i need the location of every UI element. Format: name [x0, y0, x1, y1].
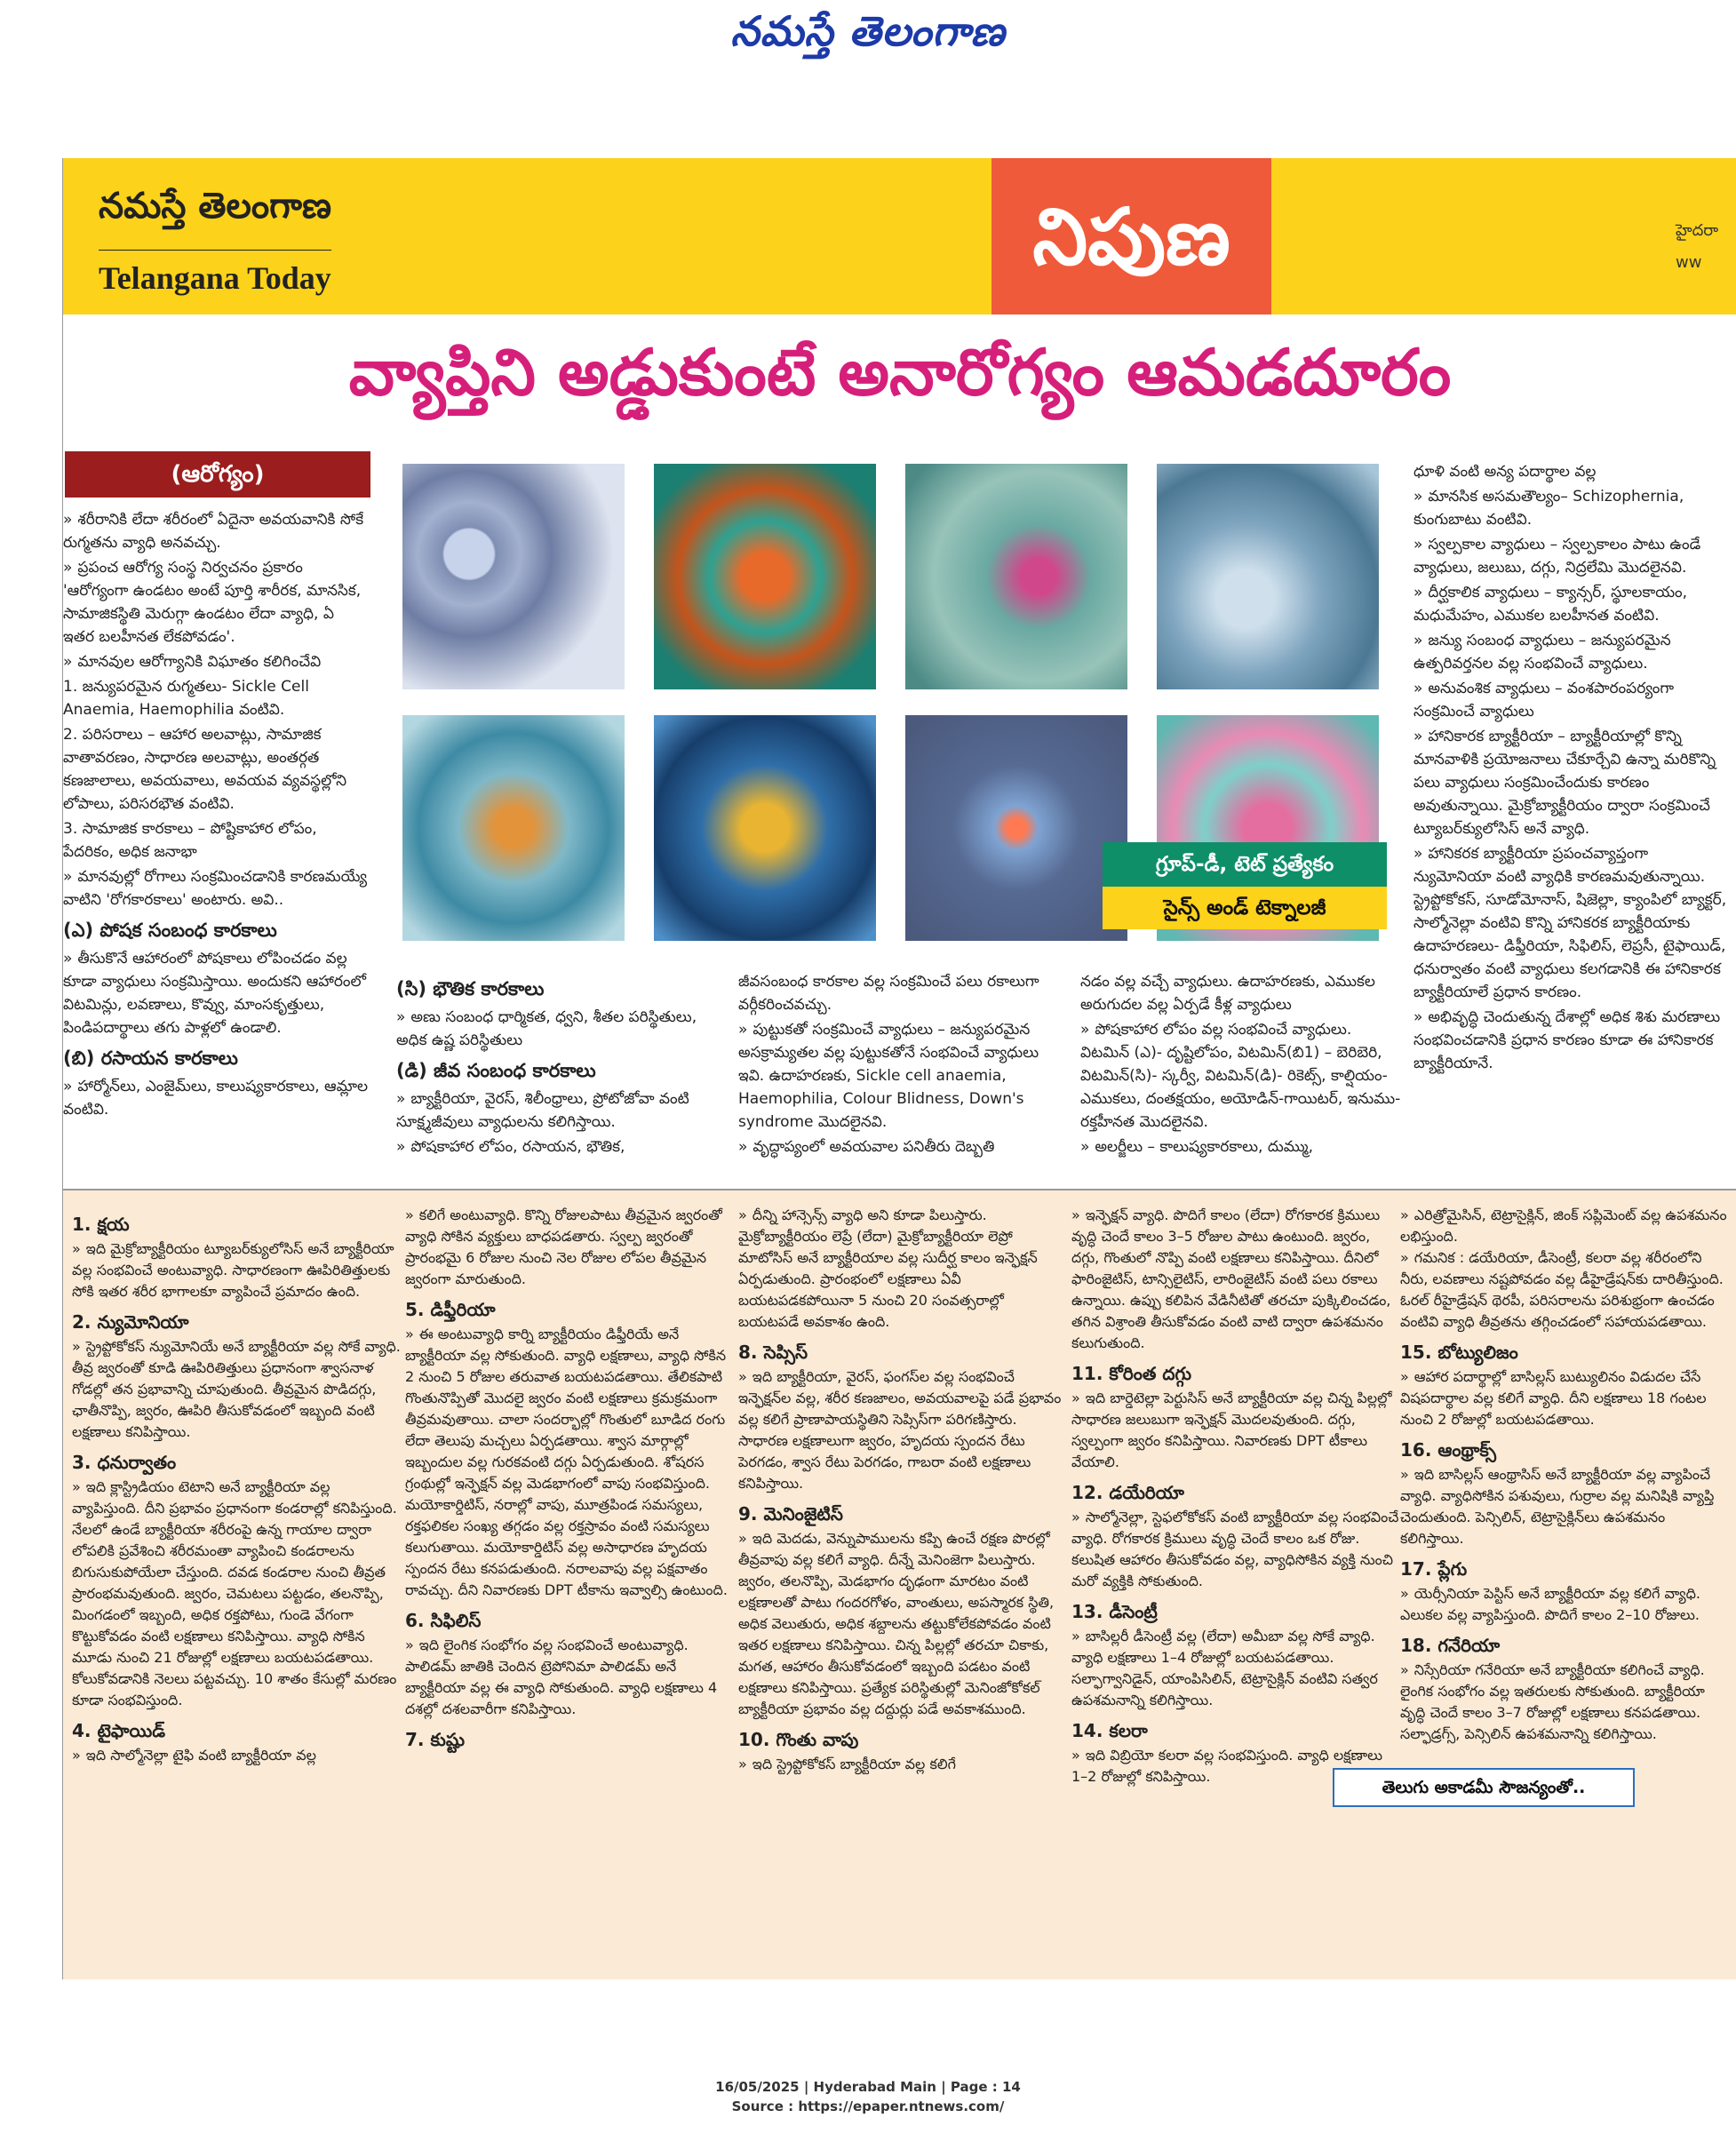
paragraph: » వృద్ధాప్యంలో అవయవాల పనితీరు దెబ్బతి — [738, 1135, 1063, 1159]
disease-heading: 16. ఆంథ్రాక్స్ — [1400, 1439, 1496, 1461]
disease-heading: 14. కలరా — [1071, 1720, 1148, 1741]
disease-text: » ఇది బార్డెటెల్లా పెర్టుసిస్ అనే బ్యాక్టీరియా వల్ల చిన్న పిల్లల్లో సాధారణ జలుబుగా ఇన్ఫెక్షన్ మొదలవుతుంది. దగ్గు, స్వల్పంగా జ్వరం కనిపిస్తాయి. నివారణకు DPT టీకాలు వేయాలి. — [1071, 1388, 1400, 1473]
section-banner — [63, 158, 1736, 315]
disease-heading: 3. ధనుర్వాతం — [72, 1452, 177, 1473]
list-item: 3. సామాజిక కారకాలు – పోష్టికాహార లోపం, పేదరికం, అధిక జనాభా — [63, 820, 317, 861]
diseases-column-4 — [1071, 1205, 1400, 1788]
footer-source: Source : https://epaper.ntnews.com/ — [731, 2098, 1005, 2114]
brand-english: Telangana Today — [99, 250, 331, 297]
paragraph: » పోషకాహార లోపం, రసాయన, భౌతిక, — [396, 1135, 721, 1159]
credit-telugu-academy: తెలుగు అకాడమీ సౌజన్యంతో.. — [1333, 1768, 1635, 1807]
paragraph: » పుట్టుకతో సంక్రమించే వ్యాధులు – జన్యుపరమైన అసక్రామ్యతల వల్ల పుట్టుకతోనే సంభవించే వ్యాధులు ఇవి. ఉదాహరణకు, Sickle cell anaemia, Haemophilia, Colour Blidness, Down's syndrome మొదలైనవి. — [738, 1018, 1063, 1134]
paragraph: జీవసంబంధ కారకాల వల్ల సంక్రమించే పలు రకాలుగా వర్గీకరించవచ్చు. — [738, 973, 1039, 1014]
image-caption — [1103, 842, 1387, 929]
brand-block — [99, 185, 331, 297]
page-footer — [0, 2077, 1736, 2116]
list-item: 2. పరిసరాలు – ఆహార అలవాట్లు, సామాజిక వాతావరణం, సాధారణ అలవాట్లు, అంతర్గత కణజాలాలు, అవయవాలు, అవయవ వ్యవస్థల్లోని లోపాలు, పరిసరభౌత వంటివి. — [63, 726, 347, 813]
subheading: (ఎ) పోషక సంబంధ కారకాలు — [63, 920, 277, 941]
list-item: 1. జన్యుపరమైన రుగ్మతలు- Sickle Cell Anaemia, Haemophilia వంటివి. — [63, 678, 309, 719]
column-3 — [738, 970, 1063, 1160]
photo-cells-1 — [1155, 462, 1381, 691]
disease-text: » సాల్మోనెల్లా, స్టెఫలోకోకస్ వంటి బ్యాక్టీరియా వల్ల సంభవించే వ్యాధి. రోగకారక క్రిములు వృద్ధి చెందే కాలం ఒక రోజు. కలుషిత ఆహారం తీసుకోవడం వల్ల, వ్యాధిసోకిన వ్యక్తి నుంచి మరో వ్యక్తికి సోకుతుంది. — [1071, 1507, 1400, 1592]
disease-text: » బాసిల్లరీ డీసెంట్రీ వల్ల (లేదా) అమీబా వల్ల సోకే వ్యాధి. వ్యాధి లక్షణాలు 1–4 రోజుల్లో బయటపడతాయి. సల్ఫాగ్వానిడైన్, యాంపిసిలిన్, టెట్రాసైక్లిన్ వంటివి సత్వర ఉపశమనాన్ని కలిగిస్తాయి. — [1071, 1626, 1400, 1711]
disease-text: » యెర్సీనియా పెస్టిస్ అనే బ్యాక్టీరియా వల్ల కలిగే వ్యాధి. ఎలుకల వల్ల వ్యాపిస్తుంది. పొదిగే కాలం 2–10 రోజులు. — [1400, 1583, 1729, 1626]
disease-text: » ఇది మైక్రోబ్యాక్టీరియం ట్యూబర్‌క్యులోసిస్ అనే బ్యాక్టీరియా వల్ల సంభవించే అంటువ్యాధి. సాధారణంగా ఊపిరితిత్తులకు సోకి ఇతర శరీర భాగాలకూ వ్యాపించే ప్రమాదం ఉంది. — [72, 1238, 401, 1302]
disease-heading: 8. సెప్సిస్ — [738, 1342, 808, 1363]
photo-virus-3 — [401, 713, 626, 943]
disease-text: » ఇది మెదడు, వెన్నుపాములను కప్పి ఉంచే రక్షణ పొరల్లో తీవ్రవాపు వల్ల కలిగే వ్యాధి. దీన్నే మెనింజెగా పిలుస్తారు. జ్వరం, తలనొప్పి, మెడభాగం దృఢంగా మారటం వంటి లక్షణాలతో పాటు గందరగోళం, వాంతులు, అపస్మారక స్థితి, అధిక వెలుతురు, అధిక శబ్దాలను తట్టుకోలేకపోవడం వంటి ఇతర లక్షణాలు కనిపిస్తాయి. చిన్న పిల్లల్లో తరచూ చికాకు, మగత, ఆహారం తీసుకోవడంలో ఇబ్బంది పడటం వంటి లక్షణాలు కనిపిస్తాయి. ప్రత్యేక పరిస్థితుల్లో మెనింజోకోకల్ బ్యాక్టీరియా ప్రభావం వల్ల దద్దుర్లు పడే అవకాశముంది. — [738, 1528, 1067, 1720]
disease-heading: 18. గనేరియా — [1400, 1635, 1501, 1656]
disease-text: » ఆహార పదార్థాల్లో బాసిల్లస్ బుట్యులినం విడుదల చేసే విషపదార్థాల వల్ల కలిగే వ్యాధి. దీని లక్షణాలు 18 గంటల నుంచి 2 రోజుల్లో బయటపడతాయి. — [1400, 1366, 1729, 1430]
disease-text: » నిస్సేరియా గనేరియా అనే బ్యాక్టీరియా కలిగించే వ్యాధి. లైంగిక సంభోగం వల్ల ఇతరులకు సోకుతుంది. బ్యాక్టీరియా వృద్ధి చెందే కాలం 3–7 రోజుల్లో లక్షణాలు కనపడతాయి. సల్ఫాడ్రగ్స్, పెన్సిలిన్ ఉపశమనాన్ని కలిగిస్తాయి. — [1400, 1660, 1729, 1745]
disease-text: » ఇది బ్యాక్టీరియా, వైరస్, ఫంగస్‌ల వల్ల సంభవించే ఇన్ఫెక్షన్‌ల వల్ల, శరీర కణజాలం, అవయవాలపై పడే ప్రభావం వల్ల కలిగే ప్రాణాపాయస్థితిని సెప్సిస్‌గా పరిగణిస్తారు. సాధారణ లక్షణాలుగా జ్వరం, హృదయ స్పందన రేటు పెరగడం, శ్వాస రేటు పెరగడం, గాబరా వంటి లక్షణాలు కనిపిస్తాయి. — [738, 1366, 1067, 1494]
disease-text: » ఈ అంటువ్యాధి కార్ని బ్యాక్టీరియం డిఫ్తీరియే అనే బ్యాక్టీరియా వల్ల సోకుతుంది. వ్యాధి లక్షణాలు, వ్యాధి సోకిన 2 నుంచి 5 రోజుల తరువాత బయటపడతాయి. తేలికపాటి గొంతునొప్పితో మొదలై జ్వరం వంటి లక్షణాలు క్రమక్రమంగా తీవ్రమవుతాయి. చాలా సందర్భాల్లో గొంతులో బూడిద రంగు లేదా తెలుపు మచ్చలు ఏర్పడతాయి. శ్వాస మార్గాల్లో ఇబ్బందుల వల్ల గురకవంటి దగ్గు ఏర్పడుతుంది. శోషరస గ్రంథుల్లో ఇన్ఫెక్షన్ వల్ల మెడభాగంలో వాపు సంభవిస్తుంది. మయోకార్డిటిస్, నరాల్లో వాపు, మూత్రపిండ సమస్యలు, రక్తఫలికల సంఖ్య తగ్గడం వల్ల రక్తస్రావం వంటి సమస్యలు కలుగుతాయి. మయోకార్డిటిస్ వల్ల అసాధారణ హృదయ స్పందన రేటు కనపడుతుంది. నరాలవాపు వల్ల పక్షవాతం రావచ్చు. దీని నివారణకు DPT టీకాను ఇవ్వాల్సి ఉంటుంది. — [405, 1324, 734, 1601]
diseases-column-5 — [1400, 1205, 1729, 1745]
paragraph: » మానసిక అసమతౌల్యం– Schizophernia, కుంగుబాటు వంటివి. — [1413, 485, 1729, 531]
disease-text: » ఇది బాసిల్లస్ ఆంథ్రాసిస్ అనే బ్యాక్టీరియా వల్ల వ్యాపించే వ్యాధి. వ్యాధిసోకిన పశువులు, గుర్రాల వల్ల మనిషికి వ్యాప్తి చెందుతుంది. పెన్సిలిన్, టెట్రాసైక్లిన్‌లు ఉపశమనం కలిగిస్తాయి. — [1400, 1464, 1729, 1549]
list-item: » అనువంశిక వ్యాధులు – వంశపారంపర్యంగా సంక్రమించే వ్యాధులు — [1413, 677, 1729, 723]
masthead-title: నమస్తే తెలంగాణ — [730, 7, 1006, 55]
disease-heading: 4. టైఫాయిడ్ — [72, 1720, 166, 1741]
list-item: » శరీరానికి లేదా శరీరంలో ఏదైనా అవయవానికి సోకే రుగ్మతను వ్యాధి అనవచ్చు. — [63, 508, 369, 554]
paragraph: నడం వల్ల వచ్చే వ్యాధులు. ఉదాహరణకు, ఎముకల అరుగుదల వల్ల ఏర్పడే కీళ్ల వ్యాధులు — [1080, 973, 1375, 1014]
diseases-column-2 — [405, 1205, 734, 1754]
diseases-column-3 — [738, 1205, 1067, 1775]
disease-heading: 13. డీసెంట్రీ — [1071, 1601, 1158, 1622]
subheading: (బి) రసాయన కారకాలు — [63, 1047, 238, 1069]
disease-text: » ఎరిత్రోమైసిన్, టెట్రాసైక్లిన్, జింక్ సప్లిమెంట్ వల్ల ఉపశమనం లభిస్తుంది. — [1400, 1205, 1729, 1247]
banner-edge-text: హైదరా ww — [1676, 221, 1719, 272]
paragraph: » బ్యాక్టీరియా, వైరస్, శిలీంధ్రాలు, ప్రోటోజోవా వంటి సూక్ష్మజీవులు వ్యాధులను కలిగిస్తాయి. — [396, 1087, 721, 1134]
section-title-nipuna: నిపుణ — [991, 158, 1271, 315]
caption-science-tech: సైన్స్ అండ్ టెక్నాలజీ — [1103, 887, 1387, 929]
column-1 — [63, 508, 369, 1123]
disease-heading: 17. ప్లేగు — [1400, 1558, 1468, 1580]
photo-bacteria-2 — [652, 713, 878, 943]
paragraph: » హార్మోన్‌లు, ఎంజైమ్‌లు, కాలుష్యకారకాలు, ఆమ్లాల వంటివి. — [63, 1075, 369, 1121]
disease-text: » ఇది లైంగిక సంభోగం వల్ల సంభవించే అంటువ్యాధి. పాలిడమ్ జాతికి చెందిన ట్రెపోనిమా పాలిడమ్ అనే బ్యాక్టీరియా వల్ల ఈ వ్యాధి సోకుతుంది. వ్యాధి లక్షణాలు 4 దశల్లో దశలవారీగా కనిపిస్తాయి. — [405, 1635, 734, 1720]
paragraph: » అలర్జీలు – కాలుష్యకారకాలు, దుమ్ము, — [1080, 1135, 1405, 1159]
list-item: » మానవుల ఆరోగ్యానికి విఘాతం కలిగించేవి — [63, 650, 369, 673]
disease-heading: 15. బోట్యులిజం — [1400, 1342, 1518, 1363]
disease-heading: 7. కుష్టు — [405, 1729, 466, 1750]
column-5 — [1413, 460, 1729, 1077]
disease-text: » ఇన్ఫెక్షన్ వ్యాధి. పొదిగే కాలం (లేదా) రోగకారక క్రిములు వృద్ధి చెందే కాలం 3–5 రోజుల పాటు ఉంటుంది. జ్వరం, దగ్గు, గొంతులో నొప్పి వంటి లక్షణాలు కనిపిస్తాయి. దీనిలో ఫారింజైటిస్, టాన్సిలైటిస్, లారింజైటిస్ వంటి పలు రకాలు ఉన్నాయి. ఉప్పు కలిపిన వేడినీటితో తరచూ పుక్కిలించడం, తగిన విశ్రాంతి తీసుకోవడం వంటి వాటి ద్వారా ఉపశమనం కలుగుతుంది. — [1071, 1205, 1400, 1354]
disease-heading: 5. డిఫ్తీరియా — [405, 1299, 496, 1320]
list-item: » ప్రపంచ ఆరోగ్య సంస్థ నిర్వచనం ప్రకారం 'ఆరోగ్యంగా ఉండటం అంటే పూర్తి శారీరక, మానసిక, సామాజికస్థితి మెరుగ్గా ఉండటం లేదా వ్యాధి, ఏ ఇతర బలహీనత లేకపోవడం'. — [63, 556, 369, 649]
disease-heading: 1. క్షయ — [72, 1214, 130, 1235]
photo-bacteria-1 — [652, 462, 878, 691]
headline: వ్యాప్తిని అడ్డుకుంటే అనారోగ్యం ఆమడదూరం — [348, 335, 1452, 410]
paragraph: » పోషకాహార లోపం వల్ల సంభవించే వ్యాధులు. విటమిన్ (ఎ)- దృష్టిలోపం, విటమిన్(బి1) – బెరిబెరి, విటమిన్(సి)- స్కర్వీ, విటమిన్(డి)- రికెట్స్, కాల్షియం- ఎముకలు, దంతక్షయం, అయోడిన్-గాయిటర్, ఇనుము-రక్తహీనత మొదలైనవి. — [1080, 1018, 1405, 1134]
list-item: » జన్యు సంబంధ వ్యాధులు – జన్యుపరమైన ఉత్పరివర్తనల వల్ల సంభవించే వ్యాధులు. — [1413, 629, 1729, 675]
caption-group-d-tet: గ్రూప్-డీ, టెట్ ప్రత్యేకం — [1103, 842, 1387, 887]
disease-heading: 10. గొంతు వాపు — [738, 1729, 859, 1750]
disease-text: » ఇది క్లాస్ట్రిడియం టెటాని అనే బ్యాక్టీరియా వల్ల వ్యాపిస్తుంది. దీని ప్రభావం ప్రధానంగా కండరాల్లో కనిపిస్తుంది. నేలలో ఉండే బ్యాక్టీరియా శరీరంపై ఉన్న గాయాల ద్వారా లోపలికి ప్రవేశించి శరీరమంతా వ్యాపించి కండరాలను బిగుసుకుపోయేలా చేస్తుంది. దవడ కండరాల నుంచి తీవ్రత ప్రారంభమవుతుంది. జ్వరం, చెమటలు పట్టడం, తలనొప్పి, మింగడంలో ఇబ్బంది, అధిక రక్తపోటు, గుండె వేగంగా కొట్టుకోవడం వంటి లక్షణాలు కనిపిస్తాయి. వ్యాధి సోకిన మూడు నుంచి 21 రోజుల్లో లక్షణాలు బయటపడతాయి. కోలుకోవడానికి నెలలు పట్టవచ్చు. 10 శాతం కేసుల్లో మరణం కూడా సంభవిస్తుంది. — [72, 1477, 401, 1711]
list-item: » హానికారక బ్యాక్టీరియా – బ్యాక్టీరియాల్లో కొన్ని మానవాళికి ప్రయోజనాలు చేకూర్చేవి ఉన్నా మరికొన్ని పలు వ్యాధులు సంక్రమించేందుకు కారణం అవుతున్నాయి. మైక్రోబ్యాక్టీరియం ద్వారా సంక్రమించే ట్యూబర్‌క్యులోసిస్ అనే వ్యాధి. — [1413, 725, 1729, 840]
paragraph: » అణు సంబంధ ధార్మికత, ధ్వని, శీతల పరిస్థితులు, అధిక ఉష్ణ పరిస్థితులు — [396, 1006, 721, 1052]
disease-heading: 11. కోరింత దగ్గు — [1071, 1363, 1192, 1384]
list-item: » స్వల్పకాల వ్యాధులు – స్వల్పకాలం పాటు ఉండే వ్యాధులు, జలుబు, దగ్గు, నిద్రలేమి మొదలైనవి. — [1413, 533, 1729, 579]
subheading: (డి) జీవ సంబంధ కారకాలు — [396, 1060, 596, 1081]
masthead — [0, 0, 1736, 80]
disease-heading: 6. సిఫిలిస్ — [405, 1610, 482, 1631]
disease-heading: 9. మెనింజైటిస్ — [738, 1503, 843, 1525]
column-4 — [1080, 970, 1405, 1160]
diseases-box — [63, 1189, 1736, 1979]
category-tag: (ఆరోగ్యం) — [65, 451, 370, 498]
column-2 — [396, 970, 721, 1160]
disease-text: » గమనిక : డయేరియా, డీసెంట్రీ, కలరా వల్ల శరీరంలోని నీరు, లవణాలు నష్టపోవడం వల్ల డీహైడ్రేషన్‌కు దారితీస్తుంది. ఓరల్ రీహైడ్రేషన్ థెరపీ, పరిసరాలను పరిశుభ్రంగా ఉంచడం వంటివి వ్యాధి తీవ్రతను తగ్గించడంలో సహాయపడతాయి. — [1400, 1247, 1729, 1333]
newspaper-page — [62, 158, 1736, 1979]
subheading: (సి) భౌతిక కారకాలు — [396, 978, 545, 999]
photo-virus-4 — [904, 713, 1129, 943]
disease-text: » కలిగే అంటువ్యాధి. కొన్ని రోజులపాటు తీవ్రమైన జ్వరంతో వ్యాధి సోకిన వ్యక్తులు బాధపడతారు. స్వల్ప జ్వరంతో ప్రారంభమై 6 రోజుల నుంచి నెల రోజుల లోపల తీవ్రమైన జ్వరంగా మారుతుంది. — [405, 1205, 734, 1290]
disease-heading: 2. న్యుమోనియా — [72, 1311, 189, 1333]
disease-text: » ఇది సాల్మోనెల్లా టైఫి వంటి బ్యాక్టీరియా వల్ల — [72, 1745, 401, 1766]
brand-telugu: నమస్తే తెలంగాణ — [99, 185, 332, 227]
list-item: » హానికరక బ్యాక్టీరియా ప్రపంచవ్యాప్తంగా న్యుమోనియా వంటి వ్యాధికి కారణమవుతున్నాయి. స్ట్రెప్టోకోకస్, సూడోమోనాస్, షిజెల్లా, క్యాంపిలో బ్యాక్టర్, సాల్మోనెల్లా వంటివి కొన్ని హానికరక బ్యాక్టీరియాకు ఉదాహరణలు- డిఫ్తీరియా, సిఫిలిస్, లెప్రసీ, టైఫాయిడ్, ధనుర్వాతం వంటి వ్యాధులు కలగడానికి ఈ హానికారక బ్యాక్టీరియాలే ప్రధాన కారణం. — [1413, 842, 1729, 1004]
list-item: » అభివృద్ధి చెందుతున్న దేశాల్లో అధిక శిశు మరణాలు సంభవించడానికి ప్రధాన కారణం కూడా ఈ హానికారక బ్యాక్టీరియానే. — [1413, 1006, 1729, 1075]
photo-virus-1 — [401, 462, 626, 691]
paragraph: » తీసుకొనే ఆహారంలో పోషకాలు లోపించడం వల్ల కూడా వ్యాధులు సంక్రమిస్తాయి. అందుకని ఆహారంలో విటమిన్లు, లవణాలు, కొవ్వు, మాంసకృత్తులు, పిండిపదార్థాలు తగు పాళ్లలో ఉండాలి. — [63, 947, 369, 1039]
list-item: » మానవుల్లో రోగాలు సంక్రమించడానికి కారణమయ్యే వాటిని 'రోగకారకాలు' అంటారు. అవి.. — [63, 865, 369, 912]
photo-virus-2 — [904, 462, 1129, 691]
paragraph: ధూళి వంటి అన్య పదార్థాల వల్ల — [1413, 463, 1597, 481]
diseases-column-1 — [72, 1205, 401, 1766]
disease-text: » స్ట్రెప్టోకోకస్ న్యుమోనియే అనే బ్యాక్టీరియా వల్ల సోకే వ్యాధి. తీవ్ర జ్వరంతో కూడి ఊపిరితిత్తులు ప్రధానంగా శ్వాసనాళ గోడల్లో తన ప్రభావాన్ని చూపుతుంది. తీవ్రమైన పొడిదగ్గు, ఛాతీనొప్పి, జ్వరం, ఊపిరి తీసుకోవడంలో ఇబ్బంది వంటి లక్షణాలు కనిపిస్తాయి. — [72, 1336, 401, 1443]
disease-text: » ఇది విబ్రియో కలరా వల్ల సంభవిస్తుంది. వ్యాధి లక్షణాలు 1–2 రోజుల్లో కనిపిస్తాయి. — [1071, 1745, 1400, 1788]
disease-heading: 12. డయేరియా — [1071, 1482, 1184, 1503]
disease-text: » ఇది స్ట్రెప్టోకోకస్ బ్యాక్టీరియా వల్ల కలిగే — [738, 1754, 1067, 1775]
disease-text: » దీన్ని హాన్సెన్స్ వ్యాధి అని కూడా పిలుస్తారు. మైక్రోబ్యాక్టీరియం లెప్రే (లేదా) మైక్రోబ్యాక్టీరియా లెప్రో మాటోసిస్ అనే బ్యాక్టీరియాల వల్ల సుదీర్ఘ కాలం ఇన్ఫెక్షన్ ఏర్పడుతుంది. ప్రారంభంలో లక్షణాలు ఏవీ బయటపడకపోయినా 5 నుంచి 20 సంవత్సరాల్లో బయటపడే అవకాశం ఉంది. — [738, 1205, 1067, 1333]
footer-date-edition: 16/05/2025 | Hyderabad Main | Page : 14 — [715, 2079, 1021, 2095]
list-item: » దీర్ఘకాలిక వ్యాధులు – క్యాన్సర్, స్థూలకాయం, మధుమేహం, ఎముకల బలహీనత వంటివి. — [1413, 581, 1729, 627]
